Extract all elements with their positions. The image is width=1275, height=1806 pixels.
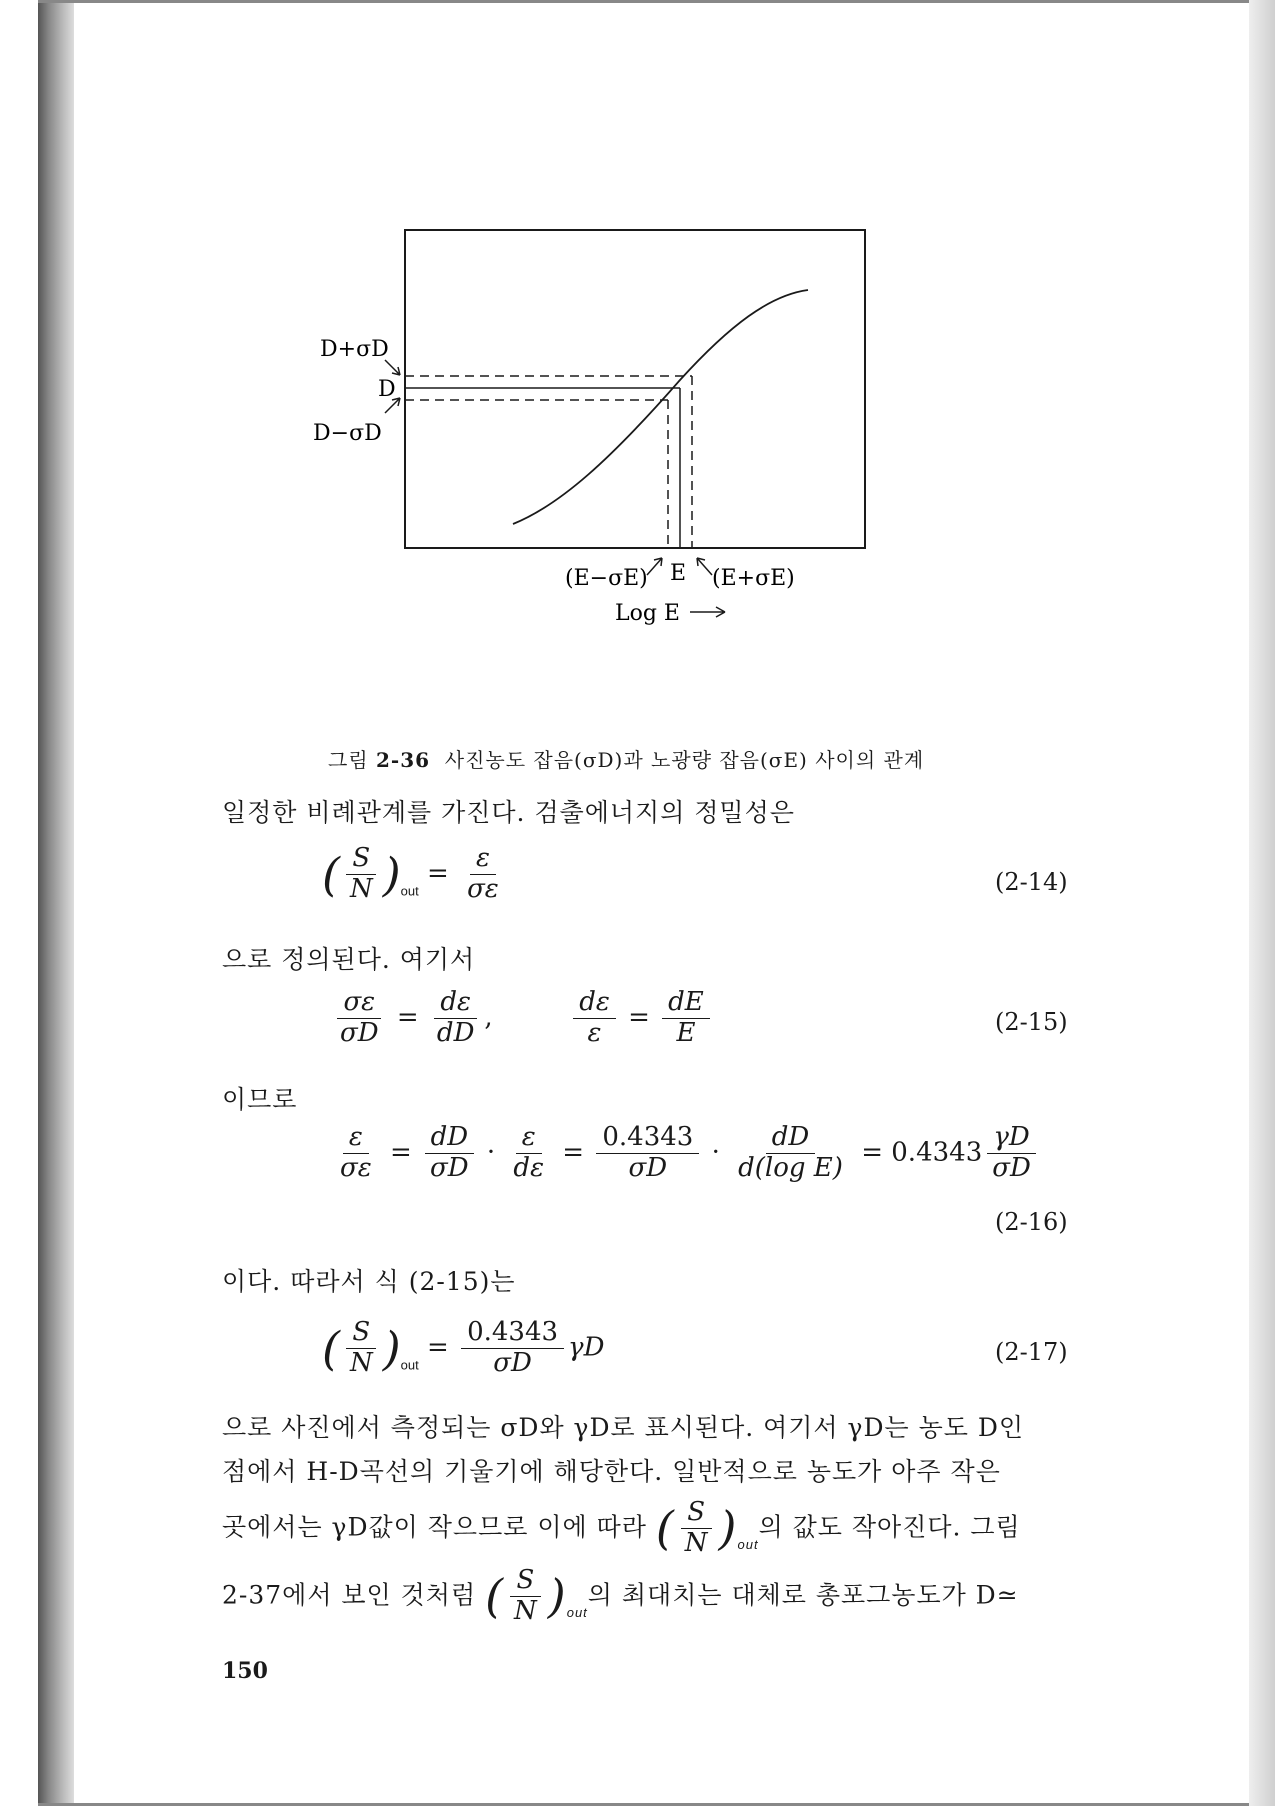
caption-text: 사진농도 잡음(σD)과 노광량 잡음(σE) 사이의 관계	[444, 748, 925, 772]
body-line-3: 이므로	[222, 1085, 298, 1114]
paragraph-line-2: 점에서 H-D곡선의 기울기에 해당한다. 일반적으로 농도가 아주 작은	[222, 1457, 1001, 1486]
label-e: E	[670, 561, 687, 586]
equation-number-2-14: (2-14)	[995, 868, 1068, 896]
caption-number: 2-36	[376, 748, 431, 772]
label-d: D	[378, 377, 396, 402]
equation-2-16: $\frac{\varepsilon}{\sigma\varepsilon}$ = $\frac{dD}{\sigma D}$ · $\frac{\varepsilon}{d\varepsilon}$ = $\frac{0.4343}{\sigma D}$ · $\frac{dD}{\text{d(log E)}}$ = 0.4343 $\frac{\gamma D}{\sigma D}$	[330, 1123, 1041, 1184]
body-line-4: 이다. 따라서 식 (2-15)는	[222, 1267, 516, 1296]
caption-prefix: 그림	[328, 748, 369, 772]
page-number: 150	[222, 1658, 268, 1684]
paragraph-line-3: 곳에서는 γD값이 작으므로 이에 따라 ( $\frac{S}{N}$ )$_{out}$의 값도 작아진다. 그림	[222, 1497, 1021, 1558]
hd-curve-figure	[0, 0, 1275, 800]
hd-curve	[513, 290, 808, 524]
equation-2-14: ( $\frac{S}{N}$ )$_{out}$ = $\frac{\varepsilon}{\sigma\varepsilon}$	[322, 843, 499, 904]
figure-caption	[328, 744, 924, 773]
equation-2-17: ( $\frac{S}{N}$ )$_{out}$ = $\frac{0.4343}{\sigma D}$ γD	[322, 1317, 605, 1378]
label-e-minus-sigma: (E−σE)	[565, 566, 648, 591]
label-d-plus-sigma: D+σD	[320, 337, 389, 362]
equation-number-2-16: (2-16)	[995, 1208, 1068, 1236]
label-e-plus-sigma: (E+σE)	[712, 566, 795, 591]
body-line-2: 으로 정의된다. 여기서	[222, 945, 476, 974]
label-d-minus-sigma: D−σD	[313, 421, 382, 446]
equation-2-15: $\frac{\sigma\varepsilon}{\sigma D}$ = $\frac{d\varepsilon}{dD}$ , $\frac{d\varepsilon}{\varepsilon}$ = $\frac{dE}{E}$	[330, 988, 714, 1049]
body-line-1: 일정한 비례관계를 가진다. 검출에너지의 정밀성은	[222, 798, 795, 827]
axis-label-log-e: Log E	[615, 601, 680, 626]
paragraph-line-1: 으로 사진에서 측정되는 σD와 γD로 표시된다. 여기서 γD는 농도 D인	[222, 1413, 1025, 1442]
paragraph-line-4: 2-37에서 보인 것처럼 ( $\frac{S}{N}$ )$_{out}$의 최대치는 대체로 총포그농도가 D≃	[222, 1565, 1019, 1626]
figure-frame	[405, 230, 865, 548]
equation-number-2-17: (2-17)	[995, 1338, 1068, 1366]
equation-number-2-15: (2-15)	[995, 1008, 1068, 1036]
